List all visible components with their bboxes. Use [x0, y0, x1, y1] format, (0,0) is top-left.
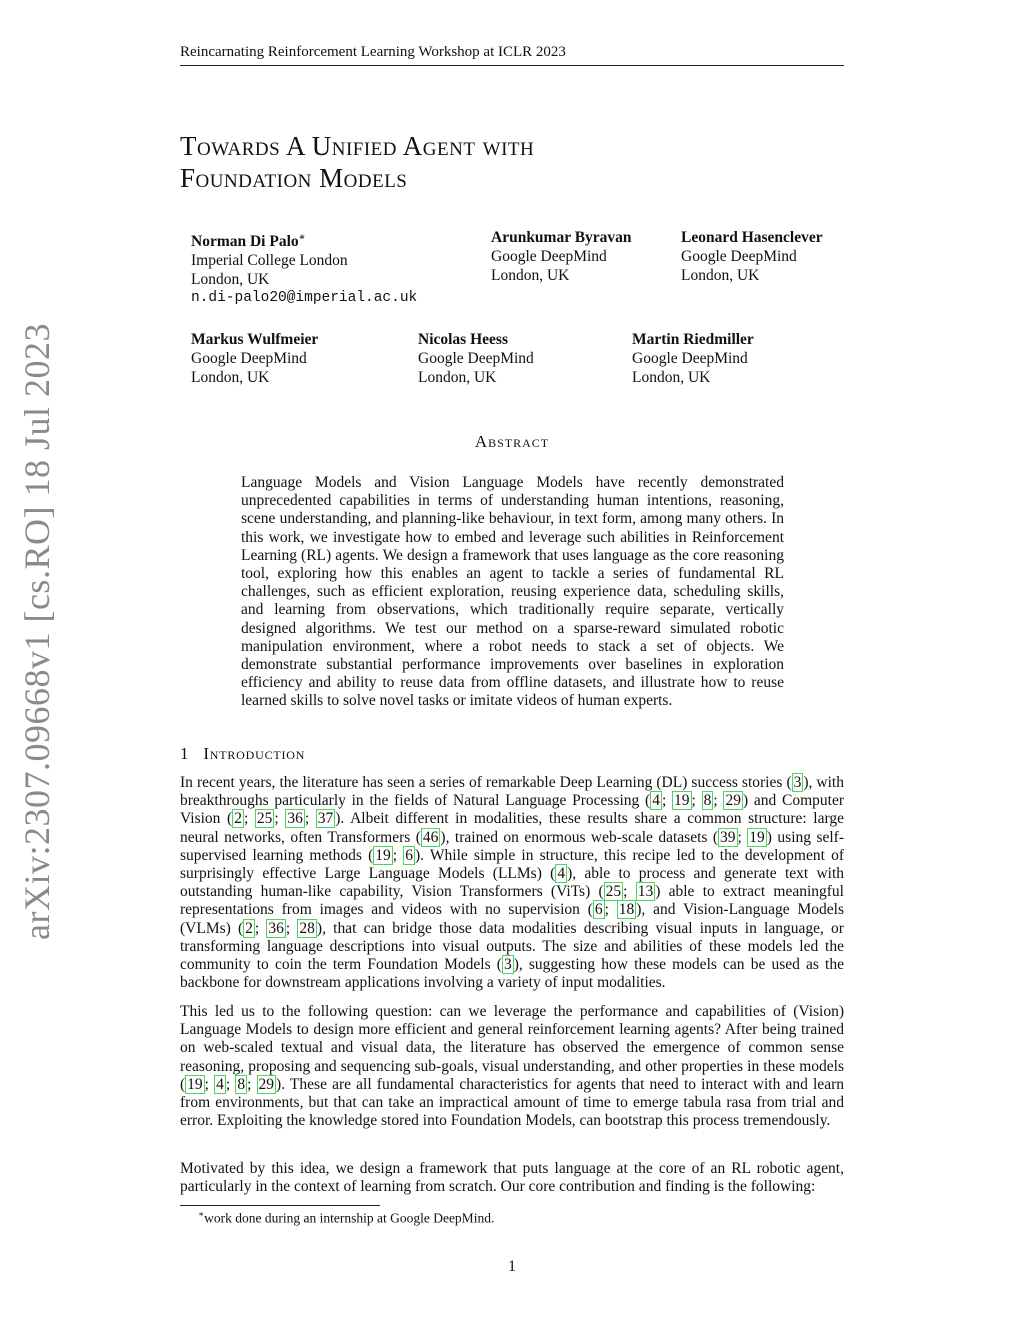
author-block	[632, 330, 754, 387]
author-affiliation: Google DeepMind	[632, 350, 748, 367]
author-location: London, UK	[632, 369, 711, 386]
citation-link[interactable]: 19	[375, 846, 391, 864]
footnote-text: work done during an internship at Google DeepMind.	[204, 1210, 495, 1226]
citation-link[interactable]: 8	[237, 1075, 246, 1093]
citation-link[interactable]: 39	[720, 828, 736, 846]
citation-link[interactable]: 29	[725, 792, 741, 810]
title-line-1: Towards A Unified Agent with	[180, 131, 535, 161]
citation-link[interactable]: 46	[422, 828, 439, 846]
citation-link[interactable]: 37	[317, 810, 334, 828]
author-name: Leonard Hasenclever	[681, 229, 823, 246]
citation-link[interactable]: 19	[749, 828, 765, 846]
citation-link[interactable]: 4	[216, 1075, 224, 1093]
author-name: Nicolas Heess	[418, 331, 508, 348]
citation-link[interactable]: 3	[503, 956, 512, 974]
citation-link[interactable]: 25	[605, 883, 622, 901]
author-affiliation: Imperial College London	[191, 252, 348, 270]
citation-link[interactable]: 2	[234, 810, 242, 828]
author-location: London, UK	[681, 267, 760, 284]
author-name: Martin Riedmiller	[632, 331, 754, 348]
author-block	[191, 330, 318, 387]
section-heading	[180, 744, 844, 764]
citation-link[interactable]: 28	[299, 919, 315, 937]
author-affiliation: Google DeepMind	[191, 350, 307, 367]
author-name: Norman Di Palo	[191, 233, 299, 251]
author-affiliation: Google DeepMind	[418, 350, 534, 367]
intro-paragraph-2: This led us to the following question: can we leverage the performance and capabilities of (Vision) Language Models to design more efficient and general reinforcement learning agents? After being trained on web-scaled textual and visual data, the literature has observed the emergence of common sense reasoning, proposing and sequencing sub-goals, visual understanding, and other properties in these models ( 19 ; 4 ; 8 ; 29 ). These are all fundamental characteristics for agents that need to interact with and learn from environments, but that can take an impractical amount of time to emerge tabula rasa from trial and error. Exploiting the knowledge stored into Foundation Models, can bootstrap this process tremendously.	[180, 1003, 844, 1130]
author-block	[418, 330, 534, 387]
citation-link[interactable]: 36	[287, 810, 303, 828]
author-block	[491, 228, 632, 285]
section-title: Introduction	[203, 744, 306, 763]
footnote-divider	[180, 1205, 380, 1206]
author-footnote-mark: ∗	[298, 232, 306, 243]
citation-link[interactable]: 25	[256, 810, 273, 828]
footnote-mark: ∗	[198, 1209, 205, 1219]
author-location: London, UK	[491, 267, 570, 284]
author-location: London, UK	[191, 369, 270, 386]
intro-paragraph-3: Motivated by this idea, we design a framework that puts language at the core of an RL robotic agent, particularly in the context of learning from scratch. Our core contribution and finding is the following:	[180, 1160, 844, 1196]
title-line-2: Foundation Models	[180, 163, 408, 193]
author-affiliation: Google DeepMind	[491, 248, 607, 265]
author-location: London, UK	[191, 271, 270, 289]
running-header: Reincarnating Reinforcement Learning Workshop at ICLR 2023	[180, 44, 844, 66]
paper-title	[180, 130, 844, 194]
author-block	[191, 228, 417, 308]
citation-link[interactable]: 29	[258, 1075, 275, 1093]
author-name: Markus Wulfmeier	[191, 331, 319, 348]
citation-link[interactable]: 8	[703, 792, 712, 810]
author-affiliation: Google DeepMind	[681, 248, 797, 265]
citation-link[interactable]: 6	[405, 846, 413, 864]
arxiv-stamp: arXiv:2307.09668v1 [cs.RO] 18 Jul 2023	[17, 323, 57, 940]
abstract-heading: Abstract	[474, 432, 550, 451]
citation-link[interactable]: 6	[594, 901, 603, 919]
author-block	[681, 228, 823, 285]
citation-link[interactable]: 3	[793, 774, 802, 791]
citation-link[interactable]: 19	[187, 1075, 203, 1093]
page-number: 1	[508, 1258, 516, 1275]
footnote	[198, 1209, 494, 1227]
citation-link[interactable]: 4	[652, 792, 660, 810]
citation-link[interactable]: 18	[618, 901, 635, 919]
author-name: Arunkumar Byravan	[491, 229, 632, 246]
intro-paragraph-1: In recent years, the literature has seen a series of remarkable Deep Learning (DL) success stories ( 3 ), with breakthroughs particularly in the fields of Natural Language Processing ( 4 ; 19 ; 8 ; 29 ) and Computer Vision ( 2 ; 25 ; 36 ; 37 ). Albeit different in modalities, these results share a common structure: large neural networks, often Transformers ( 46 ), trained on enormous web-scale datasets ( 39 ; 19 ) using self-supervised learning methods ( 19 ; 6 ). While simple in structure, this recipe led to the development of surprisingly effective Large Language Models (LLMs) ( 4 ), able to process and generate text with outstanding human-like capability, Vision Transformers (ViTs) ( 25 ; 13 ) able to extract meaningful representations from images and videos with no supervision ( 6 ; 18 ), and Vision-Language Models (VLMs) ( 2 ; 36 ; 28 ), that can bridge those data modalities describing visual inputs in language, or transforming language descriptions into visual outputs. The size and abilities of these models led the community to coin the term Foundation Models ( 3 ), suggesting how these models can be used as the backbone for downstream applications involving a variety of input modalities.	[180, 774, 845, 992]
section-number: 1	[180, 744, 190, 763]
author-location: London, UK	[418, 369, 497, 386]
citation-link[interactable]: 19	[674, 792, 690, 810]
abstract-text: Language Models and Vision Language Models have recently demonstrated unprecedented capabilities in terms of understanding human intentions, reasoning, scene understanding, and planning-like behaviour, in text form, among many others. In this work, we investigate how to embed and leverage such abilities in Reinforcement Learning (RL) agents. We design a framework that uses language as the core reasoning tool, exploring how this enables an agent to tackle a series of fundamental RL challenges, such as efficient exploration, reusing experience data, scheduling skills, and learning from observations, which traditionally require separate, vertically designed algorithms. We test our method on a sparse-reward simulated robotic manipulation environment, where a robot needs to stack a set of objects. We demonstrate substantial performance improvements over baselines in exploration efficiency and ability to reuse data from offline datasets, and illustrate how to reuse learned skills to solve novel tasks or imitate videos of human experts.	[241, 474, 784, 710]
citation-link[interactable]: 36	[268, 919, 284, 937]
citation-link[interactable]: 4	[557, 865, 566, 883]
author-email[interactable]: n.di-palo20@imperial.ac.uk	[191, 290, 418, 307]
citation-link[interactable]: 2	[245, 919, 253, 937]
citation-link[interactable]: 13	[637, 883, 654, 901]
